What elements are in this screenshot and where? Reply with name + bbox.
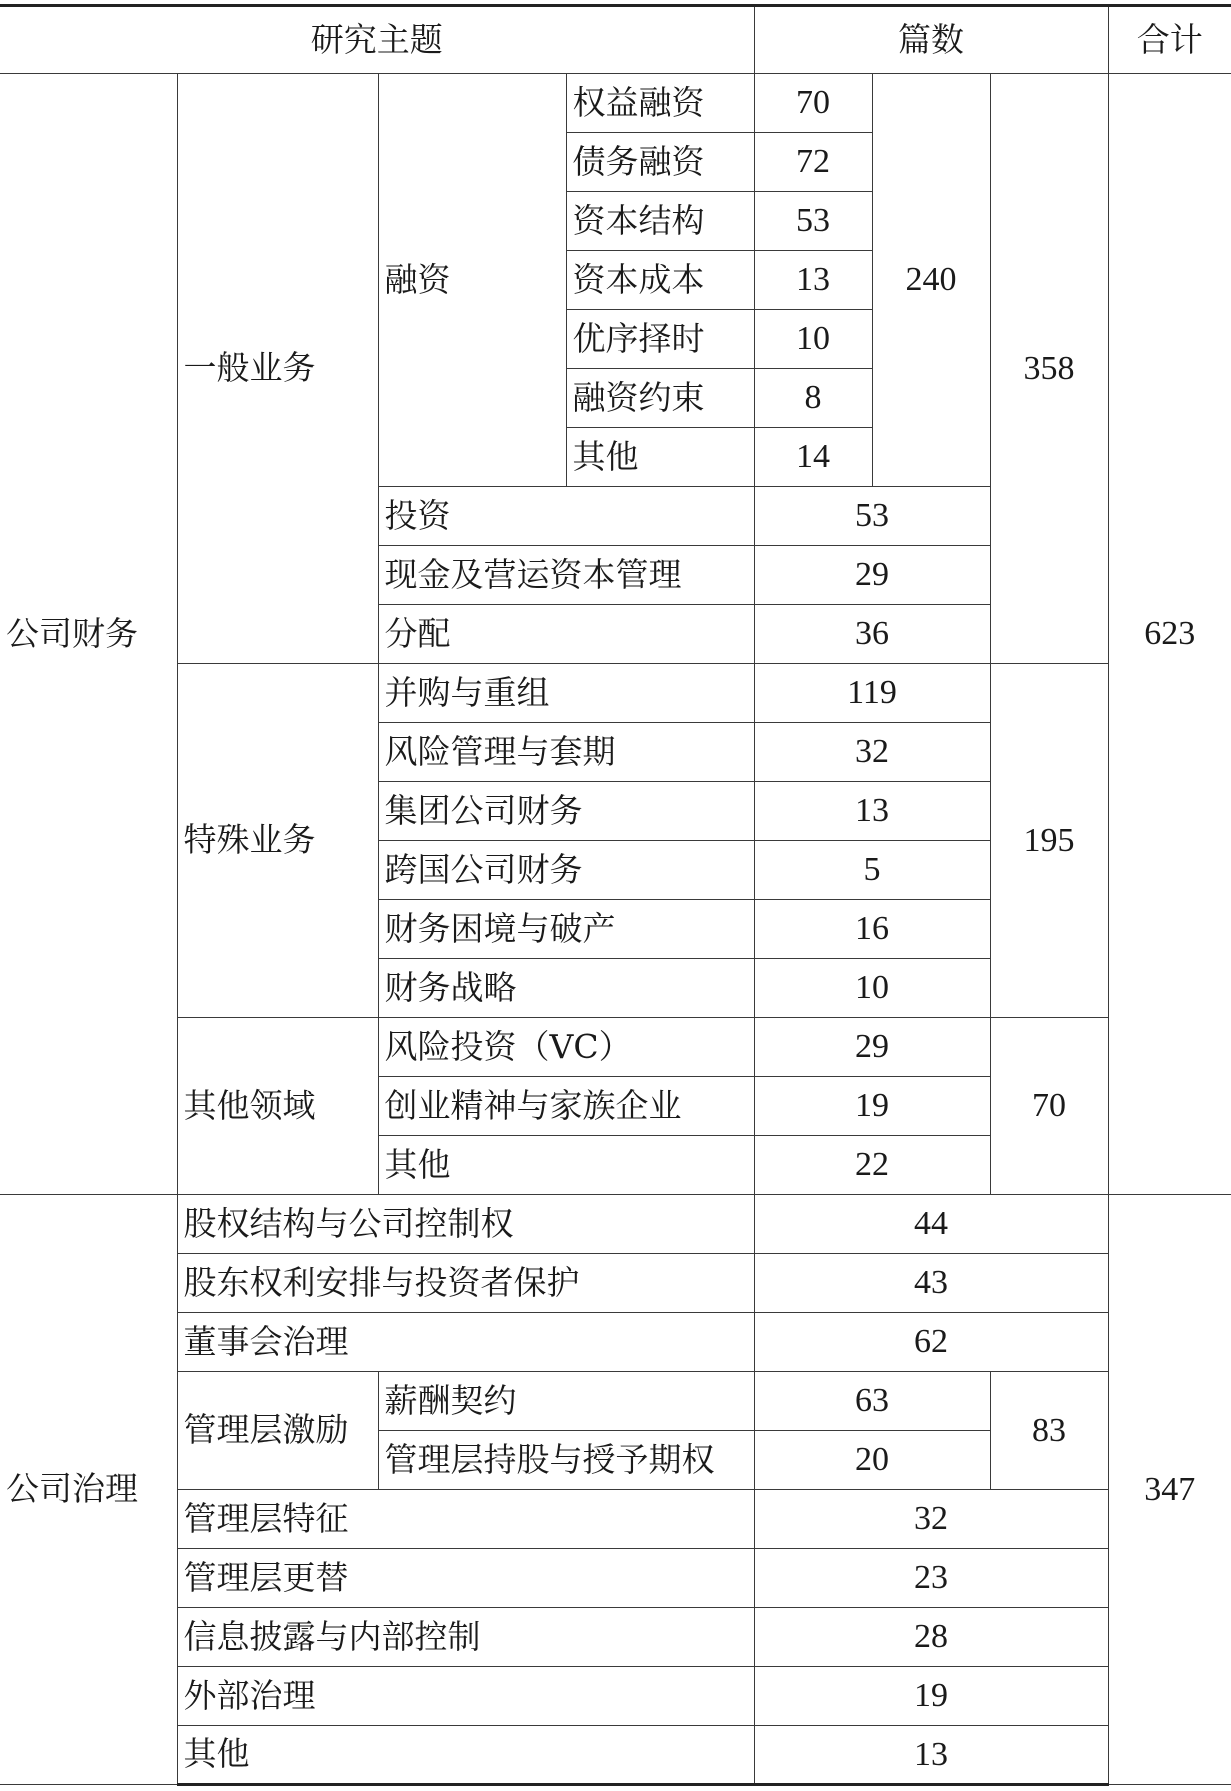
header-total: 合计 (1108, 6, 1231, 74)
subcategory-other-areas: 其他领域 (177, 1018, 378, 1195)
topic-label: 管理层更替 (177, 1549, 754, 1608)
topic-label: 创业精神与家族企业 (378, 1077, 754, 1136)
table-row (0, 1254, 1231, 1313)
topic-label: 风险管理与套期 (378, 723, 754, 782)
topic-label: 股权结构与公司控制权 (177, 1195, 754, 1254)
group-financing: 融资 (378, 74, 566, 487)
category-corporate-finance: 公司财务 (0, 74, 177, 1195)
topic-label: 财务困境与破产 (378, 900, 754, 959)
subcategory-management-incentive: 管理层激励 (177, 1372, 378, 1490)
topic-label: 跨国公司财务 (378, 841, 754, 900)
table-row (0, 1608, 1231, 1667)
topic-count: 36 (754, 605, 990, 664)
topic-count: 16 (754, 900, 990, 959)
header-count: 篇数 (754, 6, 1108, 74)
special-business-subtotal: 195 (990, 664, 1108, 1018)
topic-count: 62 (754, 1313, 1108, 1372)
table-row (0, 1667, 1231, 1726)
topic-count: 119 (754, 664, 990, 723)
header-row (0, 6, 1231, 74)
topic-label: 其他 (566, 428, 754, 487)
topic-label: 融资约束 (566, 369, 754, 428)
financing-subtotal: 240 (872, 74, 990, 487)
topic-count: 19 (754, 1077, 990, 1136)
topic-count: 32 (754, 723, 990, 782)
table-row (0, 664, 1231, 723)
topic-label: 外部治理 (177, 1667, 754, 1726)
topic-count: 53 (754, 192, 872, 251)
table-row (0, 1372, 1231, 1431)
topic-count: 13 (754, 251, 872, 310)
topic-count: 8 (754, 369, 872, 428)
other-areas-subtotal: 70 (990, 1018, 1108, 1195)
topic-count: 53 (754, 487, 990, 546)
topic-label: 分配 (378, 605, 754, 664)
topic-label: 优序择时 (566, 310, 754, 369)
topic-label: 并购与重组 (378, 664, 754, 723)
research-topic-table (0, 4, 1231, 1786)
table-row (0, 1313, 1231, 1372)
topic-count: 10 (754, 959, 990, 1018)
topic-label: 薪酬契约 (378, 1372, 754, 1431)
topic-count: 70 (754, 74, 872, 133)
topic-label: 信息披露与内部控制 (177, 1608, 754, 1667)
topic-label: 现金及营运资本管理 (378, 546, 754, 605)
topic-label: 债务融资 (566, 133, 754, 192)
general-business-subtotal: 358 (990, 74, 1108, 664)
topic-count: 23 (754, 1549, 1108, 1608)
table-row (0, 1549, 1231, 1608)
topic-count: 14 (754, 428, 872, 487)
topic-label: 董事会治理 (177, 1313, 754, 1372)
topic-count: 5 (754, 841, 990, 900)
table-row (0, 1726, 1231, 1785)
table-row (0, 74, 1231, 133)
topic-count: 10 (754, 310, 872, 369)
subcategory-general-business: 一般业务 (177, 74, 378, 664)
topic-count: 63 (754, 1372, 990, 1431)
topic-label: 资本成本 (566, 251, 754, 310)
topic-label: 股东权利安排与投资者保护 (177, 1254, 754, 1313)
topic-label: 管理层持股与授予期权 (378, 1431, 754, 1490)
topic-count: 72 (754, 133, 872, 192)
topic-count: 29 (754, 546, 990, 605)
corporate-finance-total: 623 (1108, 74, 1231, 1195)
topic-label: 资本结构 (566, 192, 754, 251)
subcategory-special-business: 特殊业务 (177, 664, 378, 1018)
topic-label: 投资 (378, 487, 754, 546)
topic-label: 财务战略 (378, 959, 754, 1018)
topic-count: 29 (754, 1018, 990, 1077)
topic-count: 32 (754, 1490, 1108, 1549)
table-row (0, 1195, 1231, 1254)
header-topic: 研究主题 (0, 6, 754, 74)
topic-count: 13 (754, 782, 990, 841)
topic-label: 权益融资 (566, 74, 754, 133)
topic-count: 43 (754, 1254, 1108, 1313)
management-incentive-subtotal: 83 (990, 1372, 1108, 1490)
topic-count: 19 (754, 1667, 1108, 1726)
topic-label: 风险投资（VC） (378, 1018, 754, 1077)
table-row (0, 1018, 1231, 1077)
topic-count: 22 (754, 1136, 990, 1195)
topic-count: 13 (754, 1726, 1108, 1785)
table-row (0, 1490, 1231, 1549)
topic-count: 20 (754, 1431, 990, 1490)
topic-count: 28 (754, 1608, 1108, 1667)
topic-label: 其他 (177, 1726, 754, 1785)
category-corporate-governance: 公司治理 (0, 1195, 177, 1785)
topic-label: 其他 (378, 1136, 754, 1195)
topic-label: 管理层特征 (177, 1490, 754, 1549)
topic-label: 集团公司财务 (378, 782, 754, 841)
topic-count: 44 (754, 1195, 1108, 1254)
corporate-governance-total: 347 (1108, 1195, 1231, 1785)
